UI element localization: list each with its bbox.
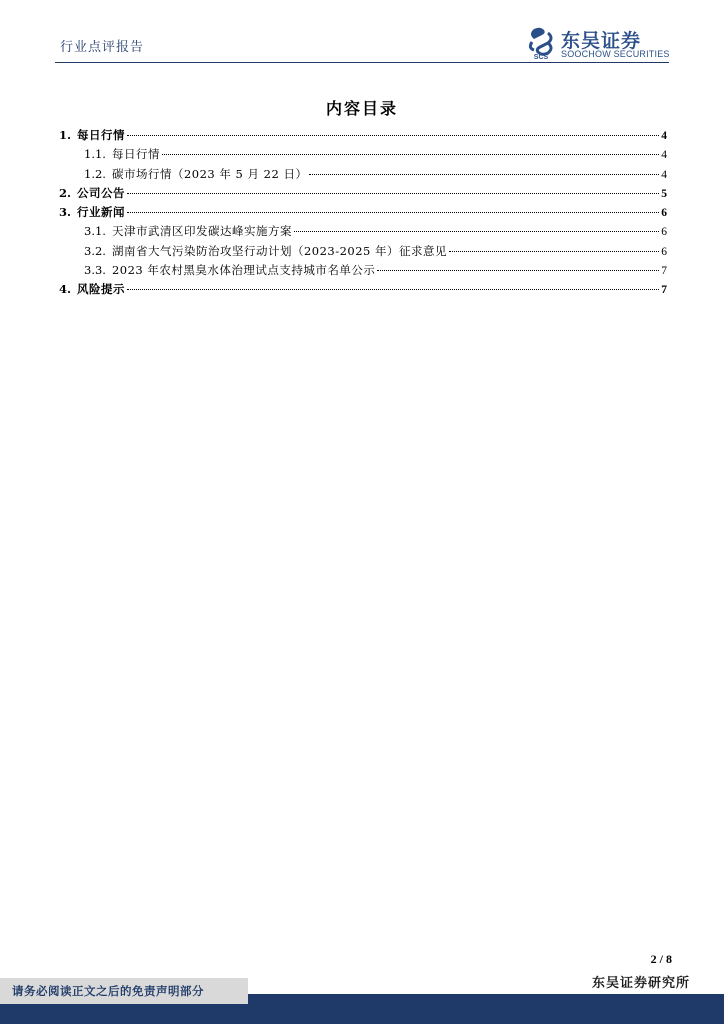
toc-entry-text: 公司公告: [77, 185, 126, 200]
toc-title: 内容目录: [325, 99, 398, 118]
disclaimer-notice: 请务必阅读正文之后的免责声明部分: [0, 978, 248, 1004]
toc-entry-text: 天津市武清区印发碳达峰实施方案: [111, 224, 292, 239]
toc-entry-number: 1.: [59, 128, 72, 142]
logo-mark-icon: [526, 26, 556, 60]
toc-entry-page: 7: [661, 265, 667, 278]
toc-entry-text: 风险提示: [77, 282, 126, 297]
toc-entry-number: 1.1.: [84, 147, 106, 162]
toc-entry-number: 3.3.: [84, 263, 106, 278]
toc-dot-leader: [377, 270, 659, 271]
report-type-label: 行业点评报告: [60, 40, 145, 55]
toc-entry-text: 2023 年农村黑臭水体治理试点支持城市名单公示: [111, 263, 376, 278]
toc-entry-text: 每日行情: [77, 128, 126, 142]
toc-entry[interactable]: [59, 127, 667, 146]
toc-dot-leader: [127, 193, 659, 194]
toc-entry-text: 行业新闻: [77, 205, 126, 220]
toc-entry[interactable]: [59, 204, 667, 223]
toc-entry-number: 4.: [59, 282, 72, 297]
toc-entry-page: 5: [661, 187, 667, 200]
toc-entry-text: 湖南省大气污染防治攻坚行动计划（2023-2025 年）征求意见: [111, 243, 448, 258]
toc-entry-page: 4: [661, 149, 667, 162]
toc-entry-page: 7: [661, 284, 667, 297]
toc-entry[interactable]: [59, 281, 667, 300]
toc-entry-page: 6: [661, 226, 667, 239]
toc-entry-number: 2.: [59, 185, 72, 200]
toc-dot-leader: [127, 135, 659, 136]
toc-entry-number: 1.2.: [84, 166, 106, 181]
toc-entry-number: 3.: [59, 205, 72, 220]
page-indicator: 2 / 8: [650, 952, 672, 966]
toc-entry[interactable]: [59, 243, 667, 262]
toc-entry-text: 每日行情: [111, 147, 160, 162]
toc-entry-text: 碳市场行情（2023 年 5 月 22 日）: [111, 166, 308, 181]
logo-mark-text: SCS: [533, 54, 549, 60]
toc-dot-leader: [294, 231, 659, 232]
org-name: 东吴证券研究所: [591, 976, 690, 991]
logo-name-en: SOOCHOW SECURITIES: [561, 49, 670, 59]
toc-entry-page: 6: [661, 207, 667, 220]
logo-name-cn: 东吴证券: [561, 30, 642, 52]
toc-entry-number: 3.2.: [84, 243, 106, 258]
toc-dot-leader: [449, 251, 659, 252]
toc-dot-leader: [162, 154, 659, 155]
table-of-contents: [59, 127, 667, 301]
company-logo: [526, 26, 676, 62]
toc-dot-leader: [127, 212, 659, 213]
toc-entry-number: 3.1.: [84, 224, 106, 239]
toc-entry[interactable]: [59, 223, 667, 242]
toc-entry-page: 4: [661, 130, 667, 142]
toc-entry[interactable]: [59, 146, 667, 165]
header-divider: [55, 62, 669, 63]
toc-entry[interactable]: [59, 166, 667, 185]
toc-entry[interactable]: [59, 262, 667, 281]
toc-dot-leader: [127, 289, 659, 290]
toc-entry[interactable]: [59, 185, 667, 204]
toc-dot-leader: [309, 174, 659, 175]
toc-entry-page: 6: [661, 245, 667, 258]
toc-entry-page: 4: [661, 168, 667, 181]
